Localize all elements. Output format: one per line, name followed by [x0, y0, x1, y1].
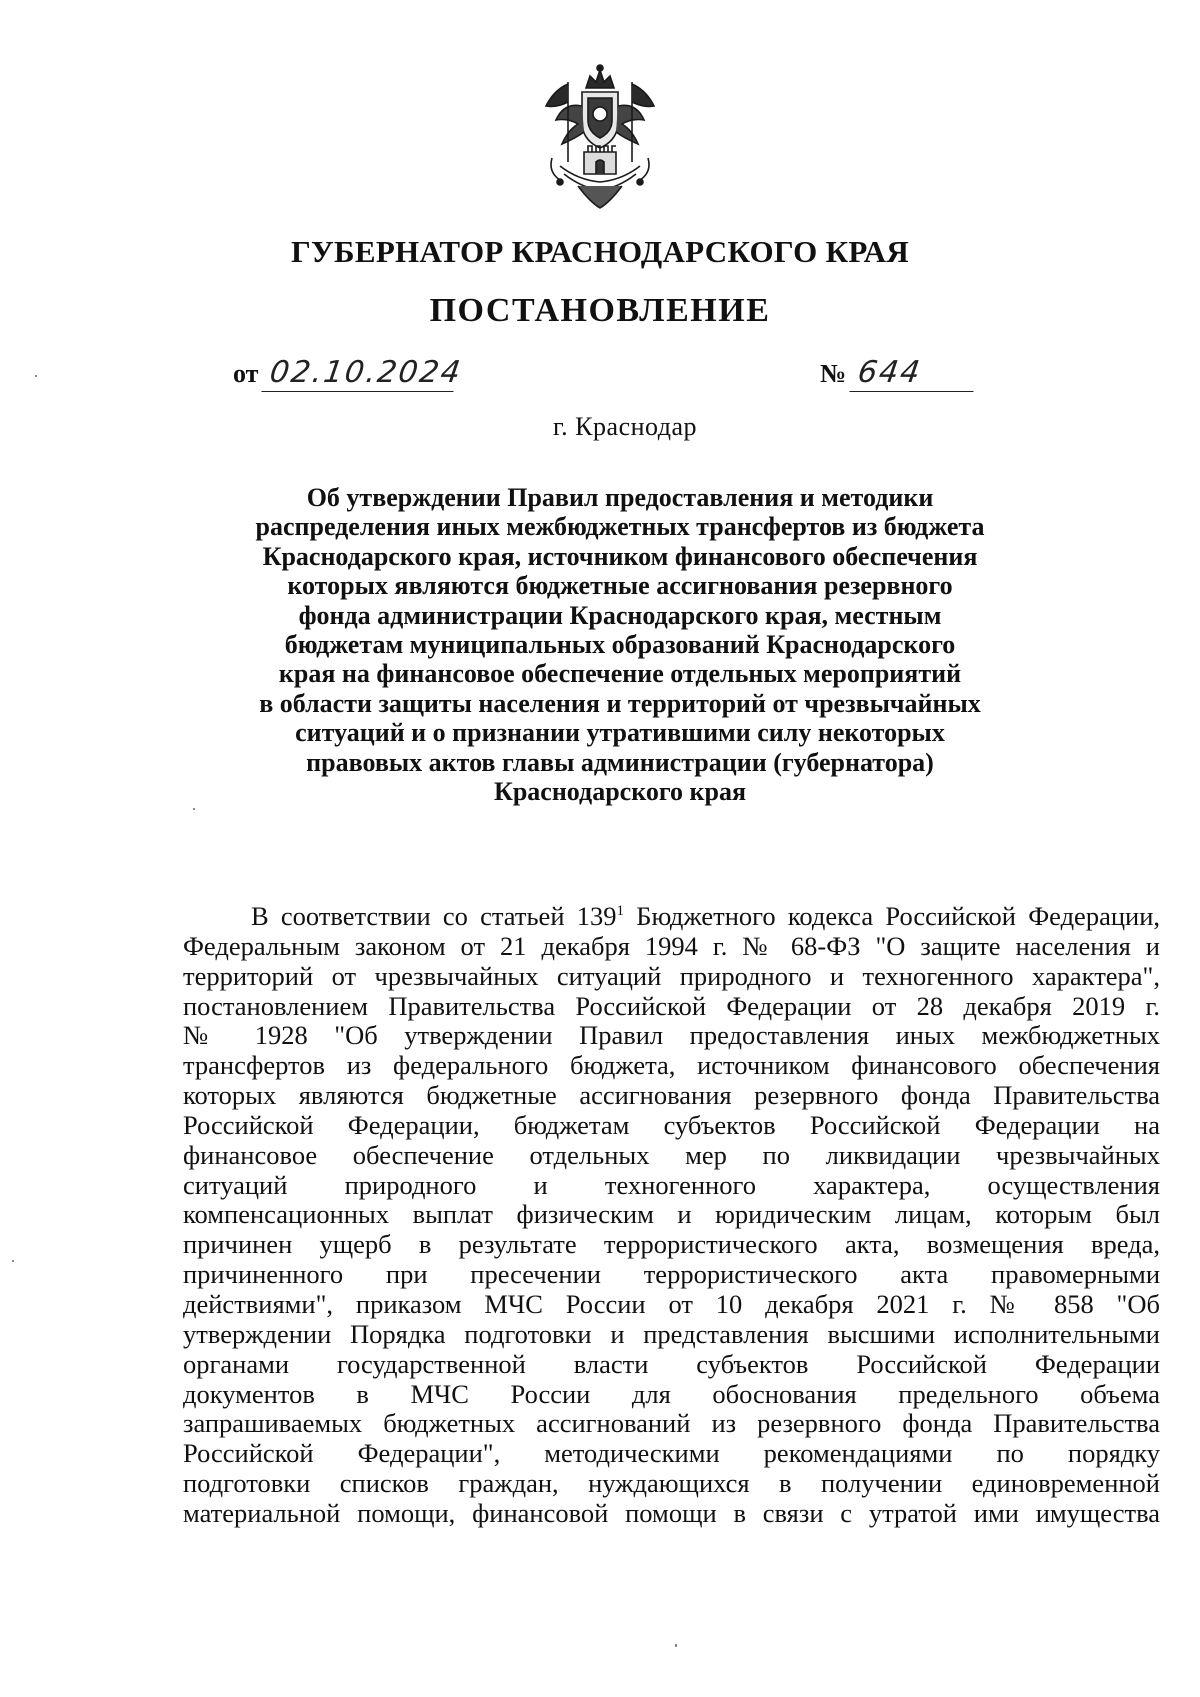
title-line: фонда администрации Краснодарского края, местным [298, 600, 942, 630]
body-line: документов в МЧС России для обоснования предельного объема [183, 1378, 1160, 1409]
date-prefix: от [233, 359, 259, 388]
body-line: действиями", приказом МЧС России от 10 декабря 2021 г. № 858 "Об [183, 1288, 1160, 1319]
body-line: Федеральным законом от 21 декабря 1994 г. № 68-ФЗ "О защите населения и [183, 930, 1160, 961]
issuing-authority: ГУБЕРНАТОР КРАСНОДАРСКОГО КРАЯ [290, 234, 910, 269]
document-title [220, 483, 1020, 806]
document-type: ПОСТАНОВЛЕНИЕ [429, 292, 771, 329]
body-line: финансовое обеспечение отдельных мер по ликвидации чрезвычайных [183, 1139, 1160, 1170]
speck [35, 375, 37, 377]
title-line: правовых актов главы администрации (губернатора) [306, 747, 934, 777]
document-date [233, 355, 465, 392]
body-line: органами государственной власти субъектов Российской Федерации [183, 1348, 1160, 1379]
body-line: территорий от чрезвычайных ситуаций природного и техногенного характера", [183, 960, 1160, 991]
city-line: г. Краснодар [552, 412, 698, 441]
body-line: Российской Федерации", методическими рекомендациями по порядку [183, 1438, 1160, 1469]
title-line: распределения иных межбюджетных трансфертов из бюджета [255, 512, 985, 542]
body-line: подготовки списков граждан, нуждающихся в получении единовременной [183, 1468, 1160, 1499]
body-line: компенсационных выплат физическим и юридическим лицам, которым был [183, 1199, 1160, 1230]
title-line: ситуаций и о признании утратившими силу некоторых [295, 718, 945, 748]
document-number [820, 355, 976, 392]
handwritten-number: 644 [850, 355, 979, 392]
title-line: Об утверждении Правил предоставления и методики [306, 483, 934, 512]
title-line: которых являются бюджетные ассигнования резервного [287, 571, 953, 601]
title-line: края на финансовое обеспечение отдельных мероприятий [278, 659, 962, 689]
number-prefix: № [820, 359, 847, 388]
body-line: ситуаций природного и техногенного характера, осуществления [183, 1169, 1160, 1200]
handwritten-date: 02.10.2024 [262, 355, 459, 392]
title-line: Краснодарского края, источником финансового обеспечения [262, 541, 978, 571]
speck [193, 808, 195, 810]
title-line: бюджетам муниципальных образований Краснодарского [284, 630, 956, 660]
body-line: постановлением Правительства Российской Федерации от 28 декабря 2019 г. [183, 990, 1160, 1021]
body-line: трансфертов из федерального бюджета, источником финансового обеспечения [183, 1050, 1160, 1081]
body-line: материальной помощи, финансовой помощи в связи с утратой ими имущества [183, 1497, 1160, 1528]
body-line: Российской Федерации, бюджетам субъектов Российской Федерации на [183, 1109, 1160, 1140]
title-line: Краснодарского края [493, 777, 747, 807]
body-line: В соответствии со статьей $139^1$ Бюджетного кодекса Российской Федерации, [251, 901, 1161, 931]
body-line: которых являются бюджетные ассигнования резервного фонда Правительства [183, 1080, 1160, 1111]
title-line: в области защиты населения и территорий от чрезвычайных [259, 688, 981, 718]
speck [675, 1644, 677, 1647]
body-line: утверждении Порядка подготовки и представления высшими исполнительными [183, 1318, 1160, 1349]
speck [12, 1260, 14, 1262]
body-line: причиненного при пресечении террористического акта правомерными [183, 1259, 1160, 1290]
coat-of-arms-emblem [538, 62, 662, 214]
body-line: запрашиваемых бюджетных ассигнований из резервного фонда Правительства [183, 1408, 1160, 1439]
body-line: причинен ущерб в результате террористического акта, возмещения вреда, [183, 1229, 1160, 1260]
body-line: № 1928 "Об утверждении Правил предоставления иных межбюджетных [183, 1020, 1160, 1051]
body-paragraph [183, 902, 1160, 1529]
